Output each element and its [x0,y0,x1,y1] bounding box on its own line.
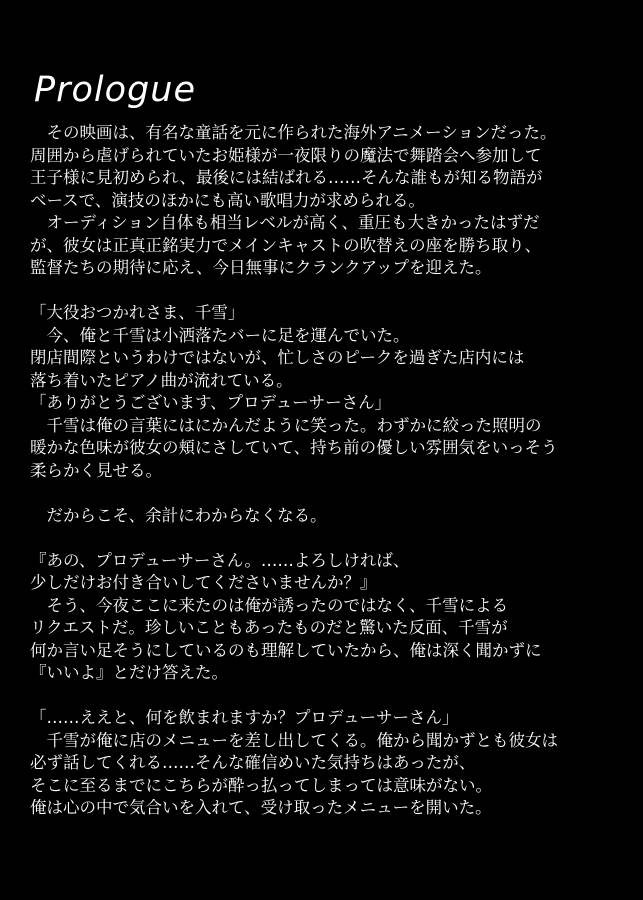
text-line: そう、今夜ここに来たのは俺が誘ったのではなく、千雪による [30,595,509,615]
text-line: 落ち着いたピアノ曲が流れている。 [30,370,293,390]
text-line: が、彼女は正真正銘実力でメインキャストの吹替えの座を勝ち取り、 [30,235,542,255]
text-line: 周囲から虐げられていたお姫様が一夜限りの魔法で舞踏会へ参加して [30,145,542,165]
paragraph [30,302,630,482]
text-line: オーディション自体も相当レベルが高く、重圧も大きかったはずだ [30,213,540,232]
paragraph [30,550,630,685]
text-line: 監督たちの期待に応え、今日無事にクランクアップを迎えた。 [30,258,492,277]
paragraph [30,707,630,820]
text-line: リクエストだ。珍しいこともあったものだと驚いた反面、千雪が [30,618,508,637]
text-line: 少しだけお付き合いしてくださいませんか？』 [30,573,377,592]
paragraph-gap [30,685,630,708]
text-line: 「……ええと、何を飲まれますか？プロデューサーさん」 [30,708,459,727]
text-line: 俺は心の中で気合いを入れて、受け取ったメニューを開いた。 [30,798,492,817]
text-line: 柔らかく見せる。 [30,460,162,480]
text-line: 何か言い足そうにしているのも理解していたから、俺は深く聞かずに [30,640,542,660]
text-line: 「大役おつかれさま、千雪」 [30,303,245,322]
text-line: 「ありがとうございます、プロデューサーさん」 [30,393,392,412]
paragraph-gap [30,527,630,550]
text-line: 王子様に見初められ、最後には結ばれる……そんな誰もが知る物語が [30,168,543,187]
text-line: その映画は、有名な童話を元に作られた海外アニメーションだった。 [30,123,557,142]
paragraph [30,505,630,528]
paragraph-gap [30,280,630,303]
text-line: だからこそ、余計にわからなくなる。 [30,505,327,525]
text-line: 『あの、プロデューサーさん。……よろしければ、 [30,550,410,570]
text-line: 千雪が俺に店のメニューを差し出してくる。俺から聞かずとも彼女は [30,730,558,750]
text-line: 閉店間際というわけではないが、忙しさのピークを過ぎた店内には [30,348,525,367]
text-line: 『いいよ』とだけ答えた。 [30,663,228,682]
page-title: Prologue [34,70,196,110]
text-line: 必ず話してくれる……そんな確信めいた気持ちはあったが、 [30,753,476,772]
text-line: そこに至るまでにこちらが酔っ払ってしまっては意味がない。 [30,775,492,795]
story-text [30,122,630,820]
text-line: 今、俺と千雪は小洒落たバーに足を運んでいた。 [30,325,410,345]
text-line: 千雪は俺の言葉にはにかんだように笑った。わずかに絞った照明の [30,415,542,435]
paragraph [30,122,630,280]
paragraph-gap [30,482,630,505]
text-line: ベースで、演技のほかにも高い歌唱力が求められる。 [30,190,425,210]
text-line: 暖かな色味が彼女の頬にさしていて、持ち前の優しい雰囲気をいっそう [30,438,558,457]
